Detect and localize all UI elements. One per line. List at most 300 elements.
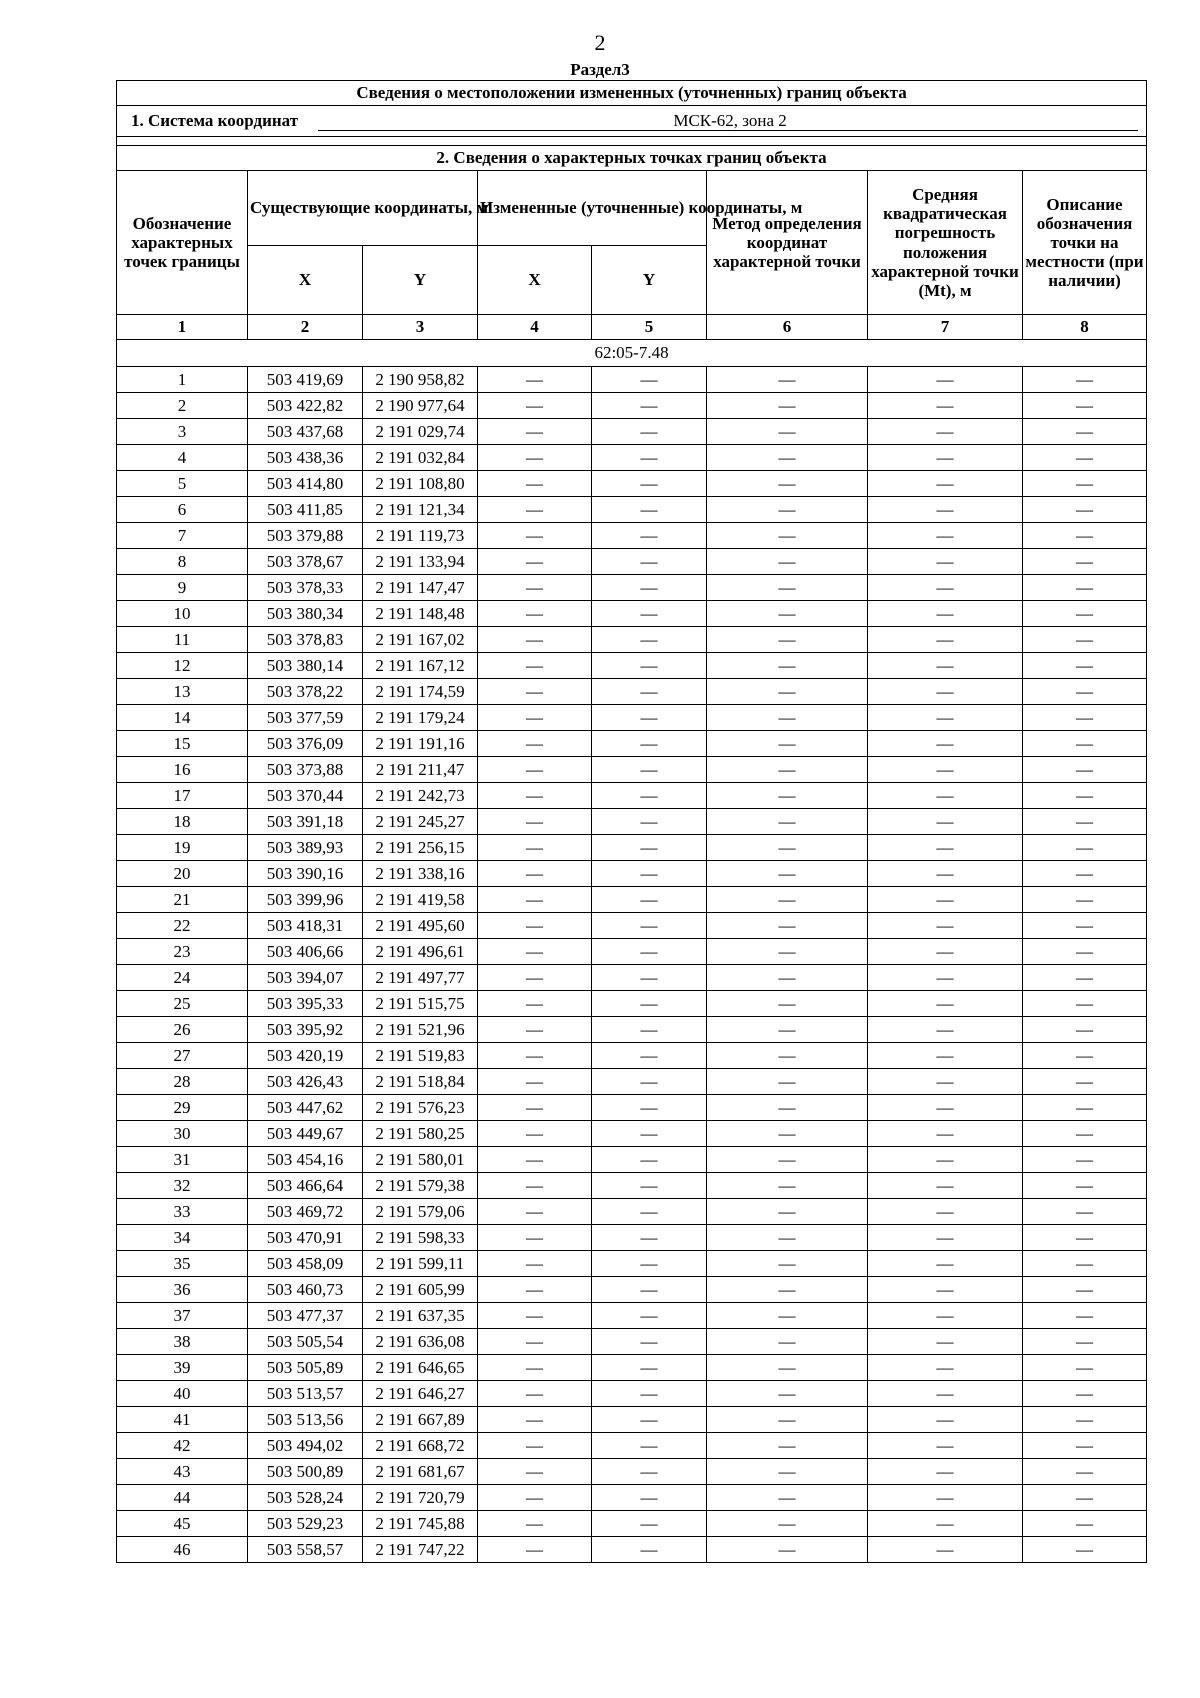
error: — [868,523,1023,549]
existing-y: 2 191 667,89 [363,1407,478,1433]
header-changed-y: Y [592,246,707,315]
coordinates-table [116,80,1147,1563]
table-row [117,367,1147,393]
description: — [1023,497,1147,523]
existing-y: 2 191 497,77 [363,965,478,991]
col-number: 1 [117,315,248,340]
description: — [1023,809,1147,835]
changed-x: — [478,393,592,419]
table-row [117,1199,1147,1225]
error: — [868,1199,1023,1225]
header-error: Средняя квадратическая погрешность положения характерной точки (Mt), м [868,171,1023,315]
point-number: 13 [117,679,248,705]
existing-y: 2 191 668,72 [363,1433,478,1459]
changed-y: — [592,783,707,809]
method: — [707,1459,868,1485]
point-number: 29 [117,1095,248,1121]
changed-x: — [478,1069,592,1095]
changed-x: — [478,757,592,783]
header-existing-y: Y [363,246,478,315]
point-number: 16 [117,757,248,783]
changed-x: — [478,419,592,445]
existing-y: 2 191 519,83 [363,1043,478,1069]
point-number: 20 [117,861,248,887]
existing-x: 503 458,09 [248,1251,363,1277]
existing-y: 2 191 167,12 [363,653,478,679]
changed-x: — [478,1459,592,1485]
error: — [868,497,1023,523]
changed-x: — [478,549,592,575]
point-number: 28 [117,1069,248,1095]
existing-x: 503 399,96 [248,887,363,913]
changed-y: — [592,913,707,939]
changed-y: — [592,1537,707,1563]
error: — [868,1043,1023,1069]
existing-y: 2 191 515,75 [363,991,478,1017]
changed-y: — [592,1329,707,1355]
changed-y: — [592,1511,707,1537]
existing-x: 503 394,07 [248,965,363,991]
existing-x: 503 419,69 [248,367,363,393]
header-changed: Измененные (уточненные) координаты, м [478,171,707,246]
existing-x: 503 389,93 [248,835,363,861]
method: — [707,393,868,419]
table-row [117,523,1147,549]
table-row [117,705,1147,731]
method: — [707,887,868,913]
error: — [868,367,1023,393]
point-number: 45 [117,1511,248,1537]
method: — [707,1173,868,1199]
col-number: 7 [868,315,1023,340]
existing-x: 503 373,88 [248,757,363,783]
method: — [707,1225,868,1251]
changed-y: — [592,445,707,471]
method: — [707,835,868,861]
method: — [707,991,868,1017]
point-number: 24 [117,965,248,991]
existing-x: 503 460,73 [248,1277,363,1303]
error: — [868,1485,1023,1511]
description: — [1023,965,1147,991]
changed-x: — [478,1017,592,1043]
existing-y: 2 191 147,47 [363,575,478,601]
description: — [1023,1069,1147,1095]
table-row [117,1355,1147,1381]
existing-y: 2 191 419,58 [363,887,478,913]
point-number: 1 [117,367,248,393]
error: — [868,1225,1023,1251]
point-number: 25 [117,991,248,1017]
existing-y: 2 191 681,67 [363,1459,478,1485]
description: — [1023,1017,1147,1043]
changed-x: — [478,835,592,861]
error: — [868,445,1023,471]
table-row [117,601,1147,627]
table-row [117,887,1147,913]
changed-y: — [592,1355,707,1381]
point-number: 42 [117,1433,248,1459]
changed-x: — [478,367,592,393]
existing-x: 503 529,23 [248,1511,363,1537]
error: — [868,1459,1023,1485]
table-row [117,1043,1147,1069]
existing-y: 2 191 245,27 [363,809,478,835]
changed-y: — [592,757,707,783]
header-existing-x: X [248,246,363,315]
point-number: 3 [117,419,248,445]
existing-x: 503 380,34 [248,601,363,627]
table-row [117,1537,1147,1563]
point-number: 10 [117,601,248,627]
error: — [868,1069,1023,1095]
changed-x: — [478,627,592,653]
existing-y: 2 191 579,06 [363,1199,478,1225]
table-row [117,1277,1147,1303]
point-number: 7 [117,523,248,549]
changed-y: — [592,1121,707,1147]
point-number: 5 [117,471,248,497]
error: — [868,393,1023,419]
description: — [1023,1277,1147,1303]
existing-x: 503 378,33 [248,575,363,601]
method: — [707,913,868,939]
existing-y: 2 191 211,47 [363,757,478,783]
changed-y: — [592,1303,707,1329]
method: — [707,523,868,549]
existing-y: 2 191 720,79 [363,1485,478,1511]
point-number: 8 [117,549,248,575]
method: — [707,601,868,627]
description: — [1023,1407,1147,1433]
changed-x: — [478,1329,592,1355]
changed-y: — [592,1251,707,1277]
existing-x: 503 390,16 [248,861,363,887]
existing-y: 2 191 598,33 [363,1225,478,1251]
point-number: 44 [117,1485,248,1511]
existing-x: 503 449,67 [248,1121,363,1147]
point-number: 11 [117,627,248,653]
description: — [1023,861,1147,887]
table-row [117,627,1147,653]
changed-y: — [592,731,707,757]
error: — [868,783,1023,809]
error: — [868,1147,1023,1173]
description: — [1023,731,1147,757]
table-subtitle: 2. Сведения о характерных точках границ объекта [117,146,1147,171]
existing-x: 503 438,36 [248,445,363,471]
error: — [868,1017,1023,1043]
method: — [707,1537,868,1563]
description: — [1023,1199,1147,1225]
table-row [117,1147,1147,1173]
point-number: 30 [117,1121,248,1147]
error: — [868,1121,1023,1147]
changed-x: — [478,1173,592,1199]
table-row [117,731,1147,757]
table-row [117,913,1147,939]
error: — [868,965,1023,991]
existing-y: 2 191 032,84 [363,445,478,471]
changed-x: — [478,731,592,757]
table-row [117,575,1147,601]
table-row [117,653,1147,679]
error: — [868,1433,1023,1459]
method: — [707,1251,868,1277]
description: — [1023,471,1147,497]
changed-y: — [592,419,707,445]
error: — [868,705,1023,731]
error: — [868,1355,1023,1381]
existing-y: 2 191 579,38 [363,1173,478,1199]
table-row [117,1433,1147,1459]
changed-y: — [592,1095,707,1121]
point-number: 15 [117,731,248,757]
header-description: Описание обозначения точки на местности (при наличии) [1023,171,1147,315]
existing-x: 503 494,02 [248,1433,363,1459]
error: — [868,1381,1023,1407]
point-number: 12 [117,653,248,679]
table-row [117,419,1147,445]
point-number: 31 [117,1147,248,1173]
error: — [868,627,1023,653]
existing-x: 503 420,19 [248,1043,363,1069]
existing-y: 2 191 576,23 [363,1095,478,1121]
description: — [1023,627,1147,653]
error: — [868,1251,1023,1277]
description: — [1023,1537,1147,1563]
point-number: 17 [117,783,248,809]
error: — [868,939,1023,965]
method: — [707,679,868,705]
table-row [117,1485,1147,1511]
description: — [1023,679,1147,705]
existing-x: 503 380,14 [248,653,363,679]
description: — [1023,1459,1147,1485]
description: — [1023,445,1147,471]
method: — [707,1199,868,1225]
existing-x: 503 418,31 [248,913,363,939]
error: — [868,731,1023,757]
changed-x: — [478,861,592,887]
point-number: 26 [117,1017,248,1043]
changed-y: — [592,705,707,731]
point-number: 22 [117,913,248,939]
changed-y: — [592,653,707,679]
point-number: 23 [117,939,248,965]
description: — [1023,887,1147,913]
changed-y: — [592,809,707,835]
point-number: 39 [117,1355,248,1381]
description: — [1023,653,1147,679]
header-method: Метод определения координат характерной точки [707,171,868,315]
table-row [117,1251,1147,1277]
point-number: 9 [117,575,248,601]
changed-y: — [592,939,707,965]
method: — [707,367,868,393]
changed-x: — [478,575,592,601]
method: — [707,445,868,471]
existing-y: 2 191 636,08 [363,1329,478,1355]
error: — [868,1329,1023,1355]
existing-y: 2 191 191,16 [363,731,478,757]
changed-x: — [478,1225,592,1251]
description: — [1023,757,1147,783]
table-row [117,1407,1147,1433]
method: — [707,731,868,757]
point-number: 6 [117,497,248,523]
point-number: 36 [117,1277,248,1303]
method: — [707,1043,868,1069]
changed-x: — [478,809,592,835]
error: — [868,757,1023,783]
existing-x: 503 378,22 [248,679,363,705]
description: — [1023,1225,1147,1251]
existing-x: 503 477,37 [248,1303,363,1329]
col-number: 2 [248,315,363,340]
col-number: 3 [363,315,478,340]
error: — [868,575,1023,601]
existing-x: 503 377,59 [248,705,363,731]
existing-x: 503 395,33 [248,991,363,1017]
error: — [868,861,1023,887]
method: — [707,627,868,653]
table-row [117,809,1147,835]
method: — [707,1095,868,1121]
table-row [117,1173,1147,1199]
point-number: 4 [117,445,248,471]
changed-x: — [478,679,592,705]
existing-y: 2 191 148,48 [363,601,478,627]
existing-x: 503 378,67 [248,549,363,575]
existing-y: 2 191 121,34 [363,497,478,523]
error: — [868,1407,1023,1433]
table-row [117,549,1147,575]
description: — [1023,575,1147,601]
changed-x: — [478,1147,592,1173]
existing-x: 503 411,85 [248,497,363,523]
table-row [117,393,1147,419]
description: — [1023,939,1147,965]
error: — [868,1537,1023,1563]
method: — [707,1485,868,1511]
table-row [117,445,1147,471]
description: — [1023,549,1147,575]
error: — [868,991,1023,1017]
changed-x: — [478,1433,592,1459]
changed-x: — [478,991,592,1017]
changed-x: — [478,1251,592,1277]
table-row [117,783,1147,809]
existing-x: 503 414,80 [248,471,363,497]
method: — [707,939,868,965]
changed-x: — [478,1277,592,1303]
existing-x: 503 447,62 [248,1095,363,1121]
method: — [707,1407,868,1433]
existing-x: 503 370,44 [248,783,363,809]
method: — [707,809,868,835]
method: — [707,757,868,783]
changed-y: — [592,1433,707,1459]
table-row [117,497,1147,523]
changed-x: — [478,913,592,939]
existing-x: 503 391,18 [248,809,363,835]
changed-y: — [592,1017,707,1043]
changed-x: — [478,1303,592,1329]
error: — [868,1277,1023,1303]
method: — [707,1147,868,1173]
existing-y: 2 191 179,24 [363,705,478,731]
error: — [868,419,1023,445]
table-row [117,991,1147,1017]
point-number: 38 [117,1329,248,1355]
description: — [1023,1095,1147,1121]
column-numbers-row [117,315,1147,340]
changed-y: — [592,1199,707,1225]
error: — [868,809,1023,835]
changed-y: — [592,1407,707,1433]
table-row [117,861,1147,887]
changed-y: — [592,367,707,393]
error: — [868,653,1023,679]
changed-y: — [592,549,707,575]
changed-y: — [592,679,707,705]
method: — [707,497,868,523]
existing-y: 2 191 745,88 [363,1511,478,1537]
changed-x: — [478,653,592,679]
changed-x: — [478,1537,592,1563]
page-number: 2 [594,30,606,55]
changed-y: — [592,887,707,913]
method: — [707,471,868,497]
point-number: 32 [117,1173,248,1199]
changed-x: — [478,1095,592,1121]
description: — [1023,783,1147,809]
changed-x: — [478,1199,592,1225]
table-title: Сведения о местоположении измененных (уточненных) границ объекта [117,81,1147,106]
existing-x: 503 426,43 [248,1069,363,1095]
table-row [117,471,1147,497]
changed-y: — [592,1459,707,1485]
existing-y: 2 191 256,15 [363,835,478,861]
existing-y: 2 191 521,96 [363,1017,478,1043]
existing-x: 503 505,89 [248,1355,363,1381]
changed-y: — [592,861,707,887]
point-number: 2 [117,393,248,419]
changed-x: — [478,965,592,991]
method: — [707,653,868,679]
col-number: 4 [478,315,592,340]
header-designation: Обозначение характерных точек границы [117,171,248,315]
method: — [707,965,868,991]
method: — [707,1017,868,1043]
changed-x: — [478,601,592,627]
changed-x: — [478,887,592,913]
changed-x: — [478,1355,592,1381]
table-row [117,1303,1147,1329]
error: — [868,601,1023,627]
existing-y: 2 191 029,74 [363,419,478,445]
changed-y: — [592,1277,707,1303]
table-row [117,835,1147,861]
method: — [707,1355,868,1381]
existing-y: 2 191 646,65 [363,1355,478,1381]
changed-x: — [478,1485,592,1511]
method: — [707,419,868,445]
description: — [1023,1043,1147,1069]
table-row [117,1225,1147,1251]
existing-y: 2 191 646,27 [363,1381,478,1407]
